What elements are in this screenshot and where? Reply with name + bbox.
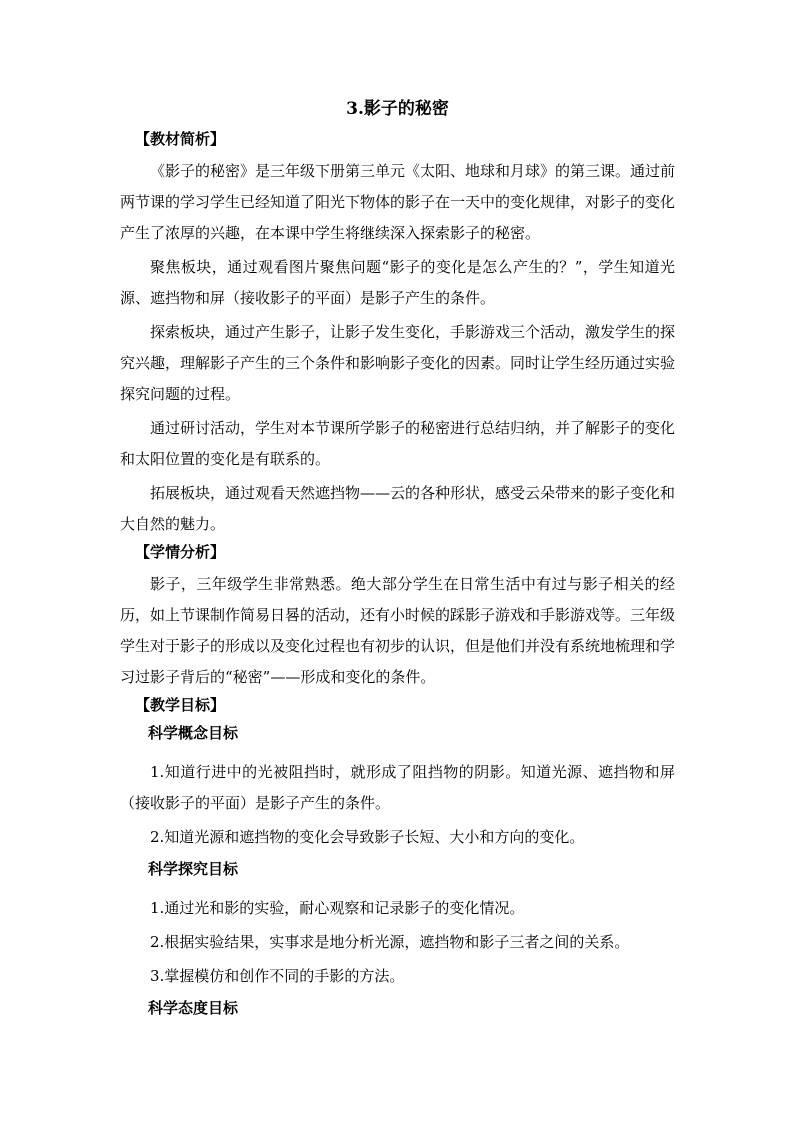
paragraph: 通过研讨活动，学生对本节课所学影子的秘密进行总结归纳，并了解影子的变化和太阳位置的变化是有联系的。 [120,419,676,468]
sub-heading-inquiry: 科学探究目标 [148,860,239,878]
list-item: 2.知道光源和遮挡物的变化会导致影子长短、大小和方向的变化。 [150,828,585,846]
section-heading-learner: 【学情分析】 [135,543,226,561]
sub-heading-attitude: 科学态度目标 [148,999,239,1017]
sub-heading-concept: 科学概念目标 [148,724,239,742]
section-heading-goals: 【教学目标】 [135,696,226,714]
paragraph: 拓展板块，通过观看天然遮挡物——云的各种形状，感受云朵带来的影子变化和大自然的魅力。 [120,484,676,533]
list-item: 2.根据实验结果，实事求是地分析光源，遮挡物和影子三者之间的关系。 [150,933,630,951]
list-item: 1.通过光和影的实验，耐心观察和记录影子的变化情况。 [150,899,525,917]
list-item: 3.掌握模仿和创作不同的手影的方法。 [150,967,405,985]
page-title: 3.影子的秘密 [346,99,449,119]
section-heading-analysis: 【教材简析】 [135,130,226,148]
document-content [120,96,675,1032]
paragraph: 《影子的秘密》是三年级下册第三单元《太阳、地球和月球》的第三课。通过前两节课的学习学生已经知道了阳光下物体的影子在一天中的变化规律，对影子的变化产生了浓厚的兴趣，在本课中学生将继续深入探索影子的秘密。 [120,162,676,242]
paragraph: 聚焦板块，通过观看图片聚焦问题“影子的变化是怎么产生的？”，学生知道光源、遮挡物和屏（接收影子的平面）是影子产生的条件。 [120,258,675,307]
list-item: 1.知道行进中的光被阻挡时，就形成了阻挡物的阴影。知道光源、遮挡物和屏（接收影子的平面）是影子产生的条件。 [120,763,675,812]
paragraph: 探索板块，通过产生影子，让影子发生变化，手影游戏三个活动，激发学生的探究兴趣，理解影子产生的三个条件和影响影子变化的因素。同时让学生经历通过实验探究问题的过程。 [120,323,676,403]
paragraph: 影子，三年级学生非常熟悉。绝大部分学生在日常生活中有过与影子相关的经历，如上节课制作简易日晷的活动，还有小时候的踩影子游戏和手影游戏等。三年级学生对于影子的形成以及变化过程也有初步的认识，但是他们并没有系统地梳理和学习过影子背后的“秘密”——形成和变化的条件。 [120,575,676,686]
